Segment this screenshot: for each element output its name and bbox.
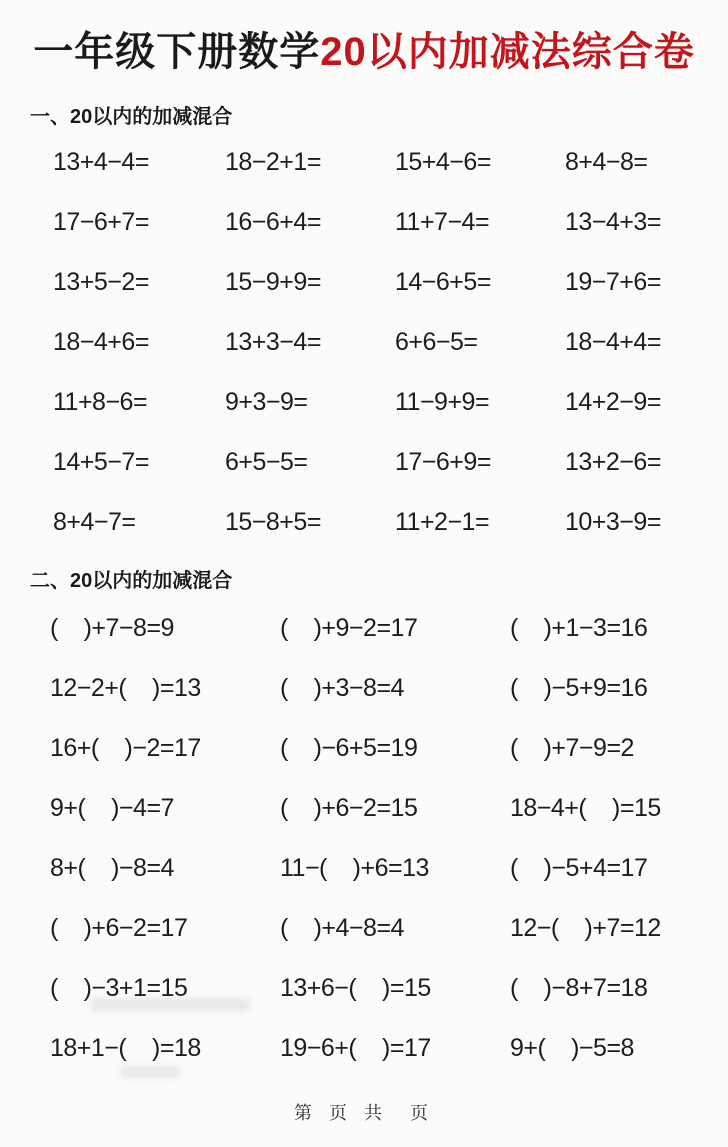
math-problem: ( )+9−2=17 (280, 613, 418, 642)
math-problem: ( )+7−8=9 (50, 613, 174, 642)
math-problem: ( )+1−3=16 (510, 613, 648, 642)
math-problem: 14+2−9= (565, 387, 661, 416)
page-title (0, 26, 728, 78)
math-problem: 15+4−6= (395, 147, 491, 176)
math-problem: 13+6−( )=15 (280, 973, 431, 1002)
math-problem: 15−8+5= (225, 507, 321, 536)
section2-heading: 二、20以内的加减混合 (30, 570, 233, 592)
math-problem: 6+5−5= (225, 447, 308, 476)
math-problem: 11+8−6= (53, 387, 148, 416)
math-problem: 11−9+9= (395, 387, 490, 416)
math-problem: 13+5−2= (53, 267, 149, 296)
math-problem: 16+( )−2=17 (50, 733, 201, 762)
math-problem: 8+4−7= (53, 507, 136, 536)
math-problem: 13−4+3= (565, 207, 661, 236)
math-problem: 13+4−4= (53, 147, 149, 176)
math-problem: 19−6+( )=17 (280, 1033, 431, 1062)
page-footer: 第 页 共 页 (293, 1103, 434, 1123)
math-problem: 11−( )+6=13 (280, 853, 429, 882)
math-problem: ( )+7−9=2 (510, 733, 634, 762)
math-problem: 14+5−7= (53, 447, 149, 476)
page-title-black: 一年级下册数学 (33, 30, 321, 74)
math-problem: 18−4+( )=15 (510, 793, 661, 822)
math-problem: 19−7+6= (565, 267, 661, 296)
math-problem: 11+2−1= (395, 507, 490, 536)
math-problem: 6+6−5= (395, 327, 478, 356)
math-problem: 10+3−9= (565, 507, 661, 536)
math-problem: 11+7−4= (395, 207, 490, 236)
math-problem: ( )−5+9=16 (510, 673, 648, 702)
math-problem: 9+( )−4=7 (50, 793, 174, 822)
worksheet-page (0, 26, 728, 1147)
math-problem: 18−2+1= (225, 147, 321, 176)
math-problem: 9+( )−5=8 (510, 1033, 634, 1062)
math-problem: ( )−3+1=15 (50, 973, 188, 1002)
math-problem: 12−2+( )=13 (50, 673, 201, 702)
math-problem: 18−4+6= (53, 327, 149, 356)
math-problem: 8+4−8= (565, 147, 648, 176)
math-problem: 18−4+4= (565, 327, 661, 356)
math-problem: 18+1−( )=18 (50, 1033, 201, 1062)
math-problem: 17−6+7= (53, 207, 149, 236)
math-problem: ( )−6+5=19 (280, 733, 418, 762)
math-problem: 17−6+9= (395, 447, 491, 476)
math-problem: ( )−8+7=18 (510, 973, 648, 1002)
math-problem: 14−6+5= (395, 267, 491, 296)
page-title-red: 20以内加减法综合卷 (320, 30, 695, 74)
math-problem: 16−6+4= (225, 207, 321, 236)
math-problem: 12−( )+7=12 (510, 913, 661, 942)
math-problem: 15−9+9= (225, 267, 321, 296)
math-problem: ( )+4−8=4 (280, 913, 404, 942)
section2-problem-grid (50, 598, 720, 1078)
section1-problem-grid (53, 132, 713, 552)
math-problem: ( )+3−8=4 (280, 673, 404, 702)
math-problem: ( )+6−2=15 (280, 793, 418, 822)
math-problem: 8+( )−8=4 (50, 853, 174, 882)
math-problem: 13+3−4= (225, 327, 321, 356)
math-problem: ( )−5+4=17 (510, 853, 648, 882)
math-problem: ( )+6−2=17 (50, 913, 188, 942)
math-problem: 13+2−6= (565, 447, 661, 476)
math-problem: 9+3−9= (225, 387, 308, 416)
section1-heading: 一、20以内的加减混合 (30, 106, 233, 128)
